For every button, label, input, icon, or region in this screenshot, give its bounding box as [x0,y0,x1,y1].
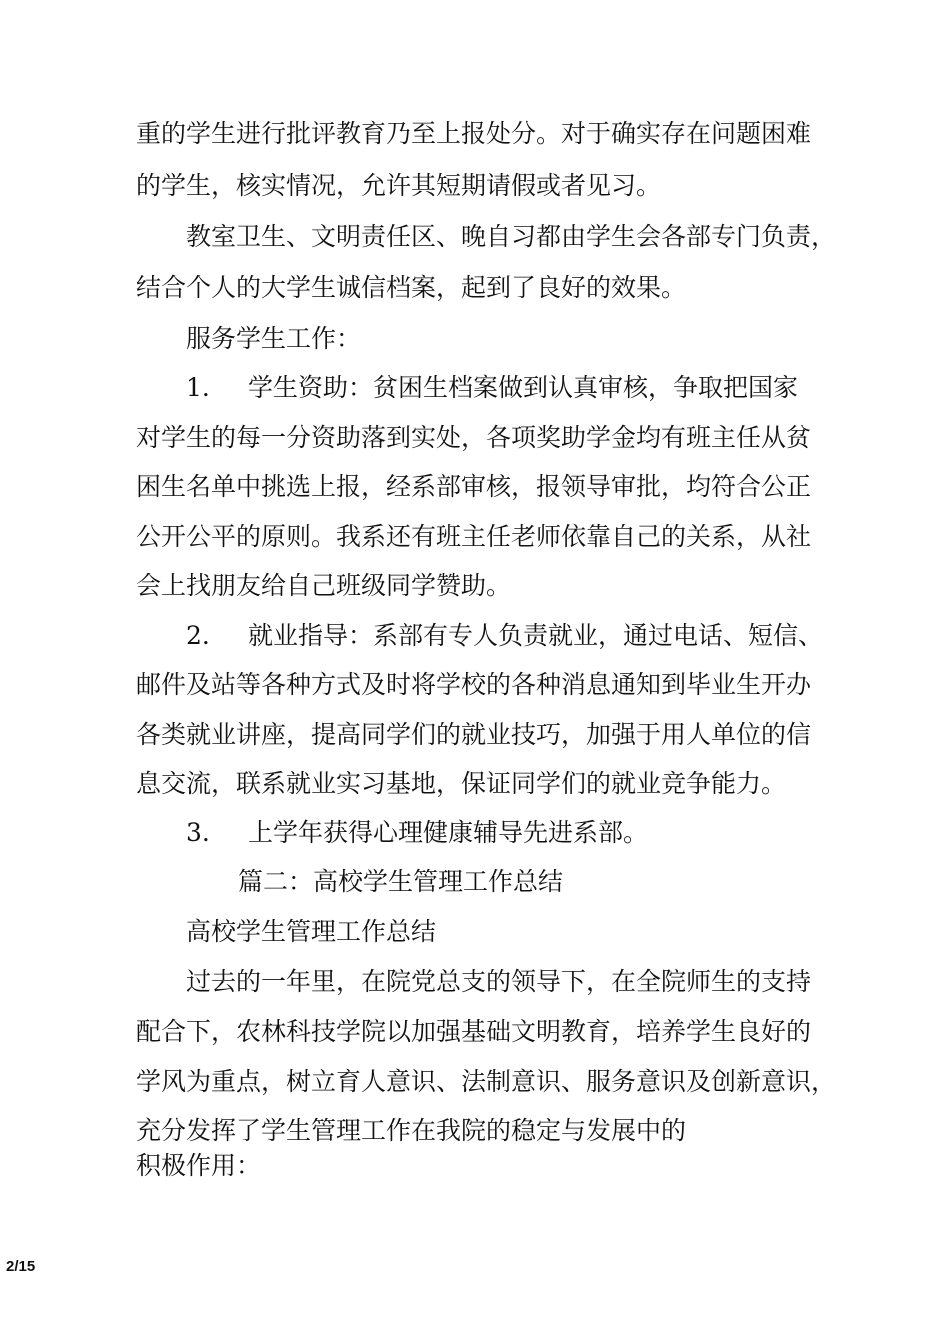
paragraph-line: 配合下，农林科技学院以加强基础文明教育，培养学生良好的 [136,1017,812,1046]
page-number: 2/15 [6,1258,36,1275]
paragraph-line: 的学生，核实情况，允许其短期请假或者见习。 [136,171,662,200]
paragraph-line: 结合个人的大学生诚信档案，起到了良好的效果。 [136,273,687,302]
paragraph-line: 各类就业讲座，提高同学们的就业技巧，加强于用人单位的信 [136,720,812,749]
list-item [186,372,798,404]
document-title: 高校学生管理工作总结 [186,917,437,946]
paragraph-line: 息交流，联系就业实习基地，保证同学们的就业竞争能力。 [136,769,787,798]
list-number: 2. [186,621,210,650]
paragraph-line: 公开公平的原则。我系还有班主任老师依靠自己的关系，从社 [136,522,812,551]
list-item-text: 上学年获得心理健康辅导先进系部。 [248,818,649,847]
paragraph-line: 教室卫生、文明责任区、晚自习都由学生会各部专门负责， [186,222,837,251]
list-item-text: 就业指导：系部有专人负责就业，通过电话、短信、 [248,621,824,650]
paragraph-line: 充分发挥了学生管理工作在我院的稳定与发展中的 [136,1116,687,1145]
list-item [186,620,823,652]
list-number: 3. [186,818,210,847]
paragraph-line: 重的学生进行批评教育乃至上报处分。对于确实存在问题困难 [136,119,812,148]
paragraph-line: 学风为重点，树立育人意识、法制意识、服务意识及创新意识， [136,1067,837,1096]
paragraph-line: 积极作用： [136,1151,262,1180]
list-item-text: 学生资助：贫困生档案做到认真审核，争取把国家 [248,373,799,402]
paragraph-line: 过去的一年里，在院党总支的领导下，在全院师生的支持 [186,967,812,996]
list-item [186,817,648,849]
section-heading: 服务学生工作： [186,324,362,353]
list-number: 1. [186,373,210,402]
paragraph-line: 邮件及站等各种方式及时将学校的各种消息通知到毕业生开办 [136,670,812,699]
paragraph-line: 会上找朋友给自己班级同学赞助。 [136,571,512,600]
paragraph-line: 对学生的每一分资助落到实处，各项奖助学金均有班主任从贫 [136,423,812,452]
section-title: 篇二：高校学生管理工作总结 [238,867,564,896]
paragraph-line: 困生名单中挑选上报，经系部审核，报领导审批，均符合公正 [136,472,812,501]
